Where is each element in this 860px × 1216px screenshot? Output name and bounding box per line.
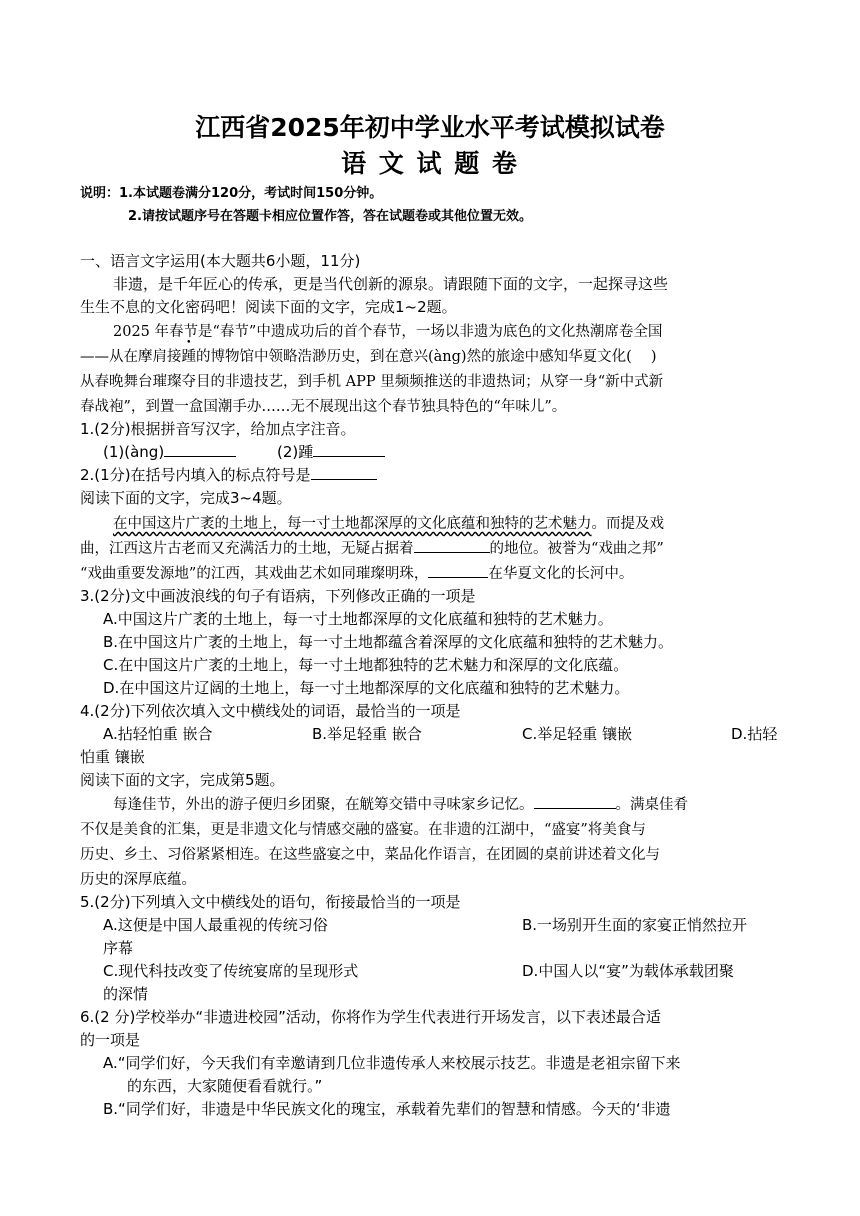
question-6-stem-line-2: 的一项是 bbox=[80, 1031, 141, 1049]
question-4-option-d: D.拈轻 bbox=[731, 725, 778, 743]
question-2-stem: 2.(1分)在括号内填入的标点符号是 bbox=[80, 464, 377, 485]
fill-blank bbox=[414, 538, 490, 554]
passage-1-line-3: 从春晚舞台璀璨夺目的非遗技艺，到手机 APP 里频频推送的非遗热词；从穿一身“新中式新 bbox=[80, 374, 664, 390]
passage-3-line-1: 每逢佳节，外出的游子便归乡团聚，在觥筹交错中寻味家乡记忆。 。满桌佳肴 bbox=[113, 793, 688, 814]
question-3-stem: 3.(2分)文中画波浪线的句子有语病，下列修改正确的一项是 bbox=[80, 587, 476, 605]
question-1-sub-2: (2)踵 bbox=[277, 441, 385, 462]
question-3-option-b: B.在中国这片广袤的土地上，每一寸土地都蕴含着深厚的文化底蕴和独特的艺术魅力。 bbox=[103, 633, 674, 651]
question-5-option-c: C.现代科技改变了传统宴席的呈现形式 bbox=[103, 962, 359, 980]
question-5-option-d-cont: 的深情 bbox=[103, 985, 149, 1003]
passage-1-line-1: 2025 年春节是“春节”中遗成功后的首个春节，一场以非遗为底色的文化热潮席卷全国 bbox=[113, 324, 663, 340]
question-1-sub-1: (1)(àng) bbox=[103, 441, 236, 461]
question-5-stem: 5.(2分)下列填入文中横线处的语句，衔接最恰当的一项是 bbox=[80, 893, 461, 911]
question-4-stem: 4.(2分)下列依次填入文中横线处的词语，最恰当的一项是 bbox=[80, 702, 461, 720]
answer-blank bbox=[311, 464, 377, 480]
dotted-character: 踵 bbox=[181, 349, 196, 365]
reading-instruction-3-4: 阅读下面的文字，完成3~4题。 bbox=[80, 489, 292, 507]
question-3-option-d: D.在中国这片辽阔的土地上，每一寸土地都深厚的文化底蕴和独特的艺术魅力。 bbox=[103, 679, 630, 697]
section-intro-line-2: 生生不息的文化密码吧！阅读下面的文字，完成1~2题。 bbox=[80, 298, 457, 316]
passage-1-line-2: ——从在摩肩接踵的博物馆中领略浩渺历史，到在意兴(àng)然的旅途中感知华夏文化( ) bbox=[80, 349, 657, 365]
passage-2-line-2: 曲，江西这片古老而又充满活力的土地，无疑占据着 的地位。被誉为“戏曲之邦” bbox=[80, 537, 664, 558]
passage-3-line-4: 历史的深厚底蕴。 bbox=[80, 872, 196, 888]
section-intro-line-1: 非遗，是千年匠心的传承，更是当代创新的源泉。请跟随下面的文字，一起探寻这些 bbox=[113, 275, 669, 293]
answer-blank bbox=[164, 441, 236, 457]
exam-subtitle: 语 文 试 题 卷 bbox=[341, 149, 519, 178]
instruction-line-2: 2.请按试题序号在答题卡相应位置作答，答在试题卷或其他位置无效。 bbox=[128, 209, 532, 224]
question-1-stem: 1.(2分)根据拼音写汉字，给加点字注音。 bbox=[80, 420, 356, 438]
question-4-option-b: B.举足轻重 嵌合 bbox=[312, 725, 422, 743]
exam-title: 江西省2025年初中学业水平考试模拟试卷 bbox=[195, 113, 665, 142]
question-5-option-d: D.中国人以“宴”为载体承载团聚 bbox=[522, 962, 734, 980]
question-3-option-c: C.在中国这片广袤的土地上，每一寸土地都独特的艺术魅力和深厚的文化底蕴。 bbox=[103, 656, 629, 674]
question-6-option-a: A.“同学们好，今天我们有幸邀请到几位非遗传承人来校展示技艺。非遗是老祖宗留下来 bbox=[103, 1054, 681, 1072]
question-5-option-a: A.这便是中国人最重视的传统习俗 bbox=[103, 916, 328, 934]
passage-2-line-1: 在中国这片广袤的土地上，每一寸土地都深厚的文化底蕴和独特的艺术魅力。而提及戏 bbox=[113, 516, 664, 532]
question-6-option-a-cont: 的东西，大家随便看看就行。” bbox=[127, 1077, 323, 1095]
question-4-option-d-cont: 怕重 镶嵌 bbox=[80, 748, 145, 766]
section-heading: 一、语言文字运用(本大题共6小题，11分) bbox=[80, 252, 361, 270]
passage-2-line-3: “戏曲重要发源地”的江西，其戏曲艺术如同璀璨明珠， 在华夏文化的长河中。 bbox=[80, 562, 633, 583]
question-4-option-a: A.拈轻怕重 嵌合 bbox=[103, 725, 213, 743]
question-3-option-a: A.中国这片广袤的土地上，每一寸土地都深厚的文化底蕴和独特的艺术魅力。 bbox=[103, 610, 613, 628]
passage-3-line-3: 历史、乡土、习俗紧紧相连。在这些盛宴之中，菜品化作语言，在团圆的桌前讲述着文化与 bbox=[80, 847, 660, 863]
reading-instruction-5: 阅读下面的文字，完成第5题。 bbox=[80, 771, 285, 789]
instruction-line-1: 说明：1.本试题卷满分120分，考试时间150分钟。 bbox=[80, 186, 383, 201]
wavy-underlined-sentence: 在中国这片广袤的土地上，每一寸土地都深厚的文化底蕴和独特的艺术魅力 bbox=[113, 516, 592, 532]
question-6-stem-line-1: 6.(2 分)学校举办“非遗进校园”活动，你将作为学生代表进行开场发言，以下表述最合适 bbox=[80, 1008, 661, 1026]
fill-blank bbox=[534, 794, 616, 810]
passage-3-line-2: 不仅是美食的汇集，更是非遗文化与情感交融的盛宴。在非遗的江湖中，“盛宴”将美食与 bbox=[80, 822, 646, 838]
answer-blank bbox=[313, 441, 385, 457]
question-4-option-c: C.举足轻重 镶嵌 bbox=[522, 725, 633, 743]
fill-blank bbox=[428, 563, 488, 579]
question-5-option-b: B.一场别开生面的家宴正悄然拉开 bbox=[522, 916, 748, 934]
question-6-option-b: B.“同学们好，非遗是中华民族文化的瑰宝，承载着先辈们的智慧和情感。今天的‘非遗 bbox=[103, 1100, 671, 1118]
question-5-option-b-cont: 序幕 bbox=[103, 939, 134, 957]
passage-1-line-4: 春战袍”，到置一盒国潮手办……无不展现出这个春节独具特色的“年味儿”。 bbox=[80, 399, 567, 415]
